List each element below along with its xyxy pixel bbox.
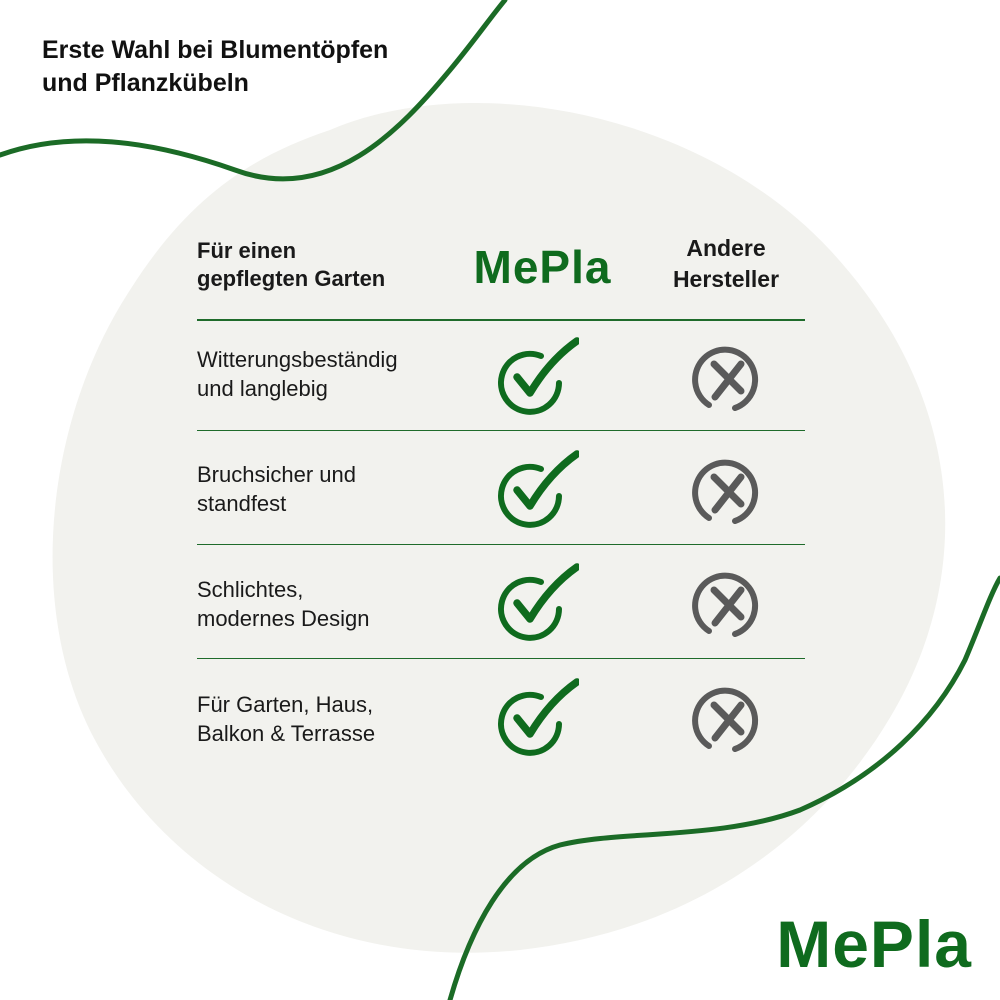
row-label-line-1: Schlichtes, [197, 577, 304, 602]
check-icon [497, 448, 579, 530]
table-row-label [197, 345, 457, 403]
header-divider [197, 319, 805, 321]
column-header-others-line-1: Andere [686, 235, 766, 261]
check-icon [497, 561, 579, 643]
row-label-line-2: standfest [197, 491, 287, 516]
row-divider [197, 430, 805, 431]
title-line-2: und Pflanzkübeln [42, 69, 249, 97]
row-label-line-1: Witterungsbeständig [197, 347, 398, 372]
table-row-label [197, 575, 457, 633]
row-label-line-2: modernes Design [197, 606, 370, 631]
check-icon [497, 335, 579, 417]
brand-logo: MePla [776, 907, 972, 981]
table-row-label [197, 460, 457, 518]
cross-icon [687, 450, 769, 532]
column-header-feature-line-1: Für einen [197, 238, 297, 263]
row-label-line-1: Für Garten, Haus, [197, 692, 374, 717]
row-label-line-1: Bruchsicher und [197, 462, 356, 487]
row-label-line-2: Balkon & Terrasse [197, 721, 376, 746]
column-header-mepla: MePla [473, 241, 612, 293]
cross-icon [687, 337, 769, 419]
cross-icon [687, 678, 769, 760]
cross-icon [687, 563, 769, 645]
row-divider [197, 658, 805, 659]
column-header-others [645, 233, 807, 295]
page-title [42, 34, 502, 100]
column-header-feature-line-2: gepflegten Garten [197, 266, 386, 291]
check-icon [497, 676, 579, 758]
table-row-label [197, 690, 457, 748]
column-header-feature [197, 237, 447, 293]
column-header-others-line-2: Hersteller [672, 266, 780, 292]
row-label-line-2: und langlebig [197, 376, 328, 401]
title-line-1: Erste Wahl bei Blumentöpfen [42, 36, 389, 64]
row-divider [197, 544, 805, 545]
